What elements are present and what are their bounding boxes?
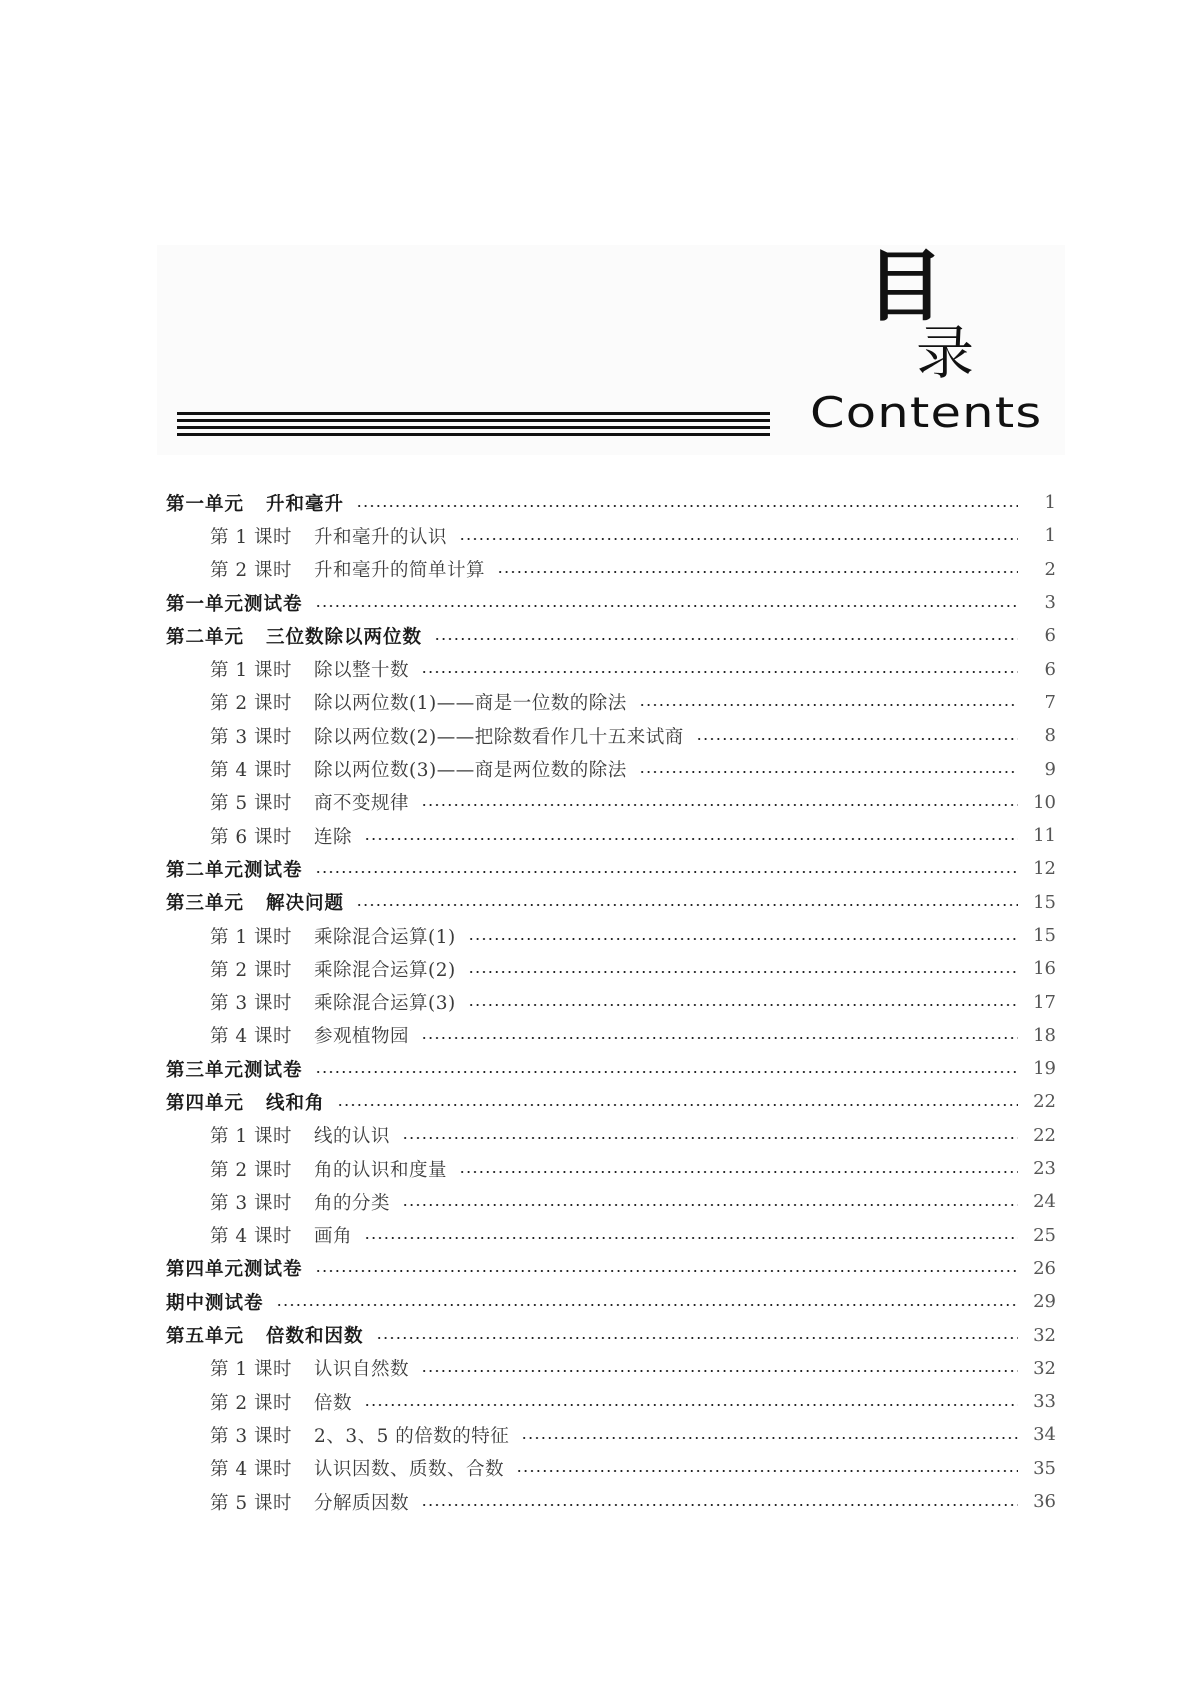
dot-leader bbox=[639, 704, 1018, 706]
toc-entry-title: 解决问题 bbox=[266, 893, 345, 915]
toc-entry-lesson[interactable] bbox=[166, 1352, 1056, 1385]
toc-entry-lesson[interactable] bbox=[166, 1385, 1056, 1418]
toc-entry-prefix: 第 4 课时 bbox=[210, 1026, 293, 1048]
dot-leader bbox=[639, 771, 1018, 773]
toc-entry-label bbox=[166, 1322, 364, 1348]
toc-entry-label bbox=[210, 923, 456, 949]
toc-entry-prefix: 第 1 课时 bbox=[210, 1126, 293, 1148]
toc-entry-prefix: 第 4 课时 bbox=[210, 1226, 293, 1248]
toc-entry-page-number: 22 bbox=[1033, 1124, 1056, 1146]
toc-entry-unit[interactable] bbox=[166, 619, 1056, 652]
toc-entry-prefix: 第二单元 bbox=[166, 626, 245, 648]
toc-entry-lesson[interactable] bbox=[166, 1485, 1056, 1518]
toc-entry-label bbox=[166, 1089, 325, 1115]
toc-entry-prefix: 第 2 课时 bbox=[210, 560, 293, 582]
toc-entry-unit[interactable] bbox=[166, 486, 1056, 519]
toc-entry-title: 期中测试卷 bbox=[166, 1292, 264, 1314]
toc-entry-page-number: 7 bbox=[1044, 691, 1056, 713]
toc-entry-title: 连除 bbox=[314, 826, 353, 848]
toc-entry-unit[interactable] bbox=[166, 852, 1056, 885]
table-of-contents bbox=[166, 486, 1056, 1518]
rule-line bbox=[177, 412, 770, 415]
toc-entry-lesson[interactable] bbox=[166, 819, 1056, 852]
dot-leader bbox=[421, 804, 1018, 806]
toc-entry-label bbox=[210, 1189, 390, 1215]
toc-entry-prefix: 第 3 课时 bbox=[210, 1192, 293, 1214]
toc-entry-page-number: 18 bbox=[1033, 1024, 1056, 1046]
toc-entry-page-number: 2 bbox=[1044, 558, 1056, 580]
toc-entry-lesson[interactable] bbox=[166, 719, 1056, 752]
dot-leader bbox=[315, 605, 1018, 607]
dot-leader bbox=[315, 1270, 1018, 1272]
toc-entry-prefix: 第 3 课时 bbox=[210, 1425, 293, 1447]
toc-entry-label bbox=[210, 1122, 390, 1148]
decorative-rule-lines bbox=[177, 412, 770, 438]
toc-entry-unit[interactable] bbox=[166, 1085, 1056, 1118]
toc-entry-page-number: 26 bbox=[1033, 1257, 1056, 1279]
toc-entry-prefix: 第 2 课时 bbox=[210, 1392, 293, 1414]
toc-entry-unit[interactable] bbox=[166, 886, 1056, 919]
toc-entry-title: 乘除混合运算(1) bbox=[314, 926, 456, 948]
dot-leader bbox=[459, 1171, 1018, 1173]
dot-leader bbox=[356, 904, 1018, 906]
toc-entry-page-number: 19 bbox=[1033, 1058, 1056, 1080]
toc-entry-page-number: 6 bbox=[1044, 658, 1056, 680]
toc-entry-label bbox=[210, 823, 352, 849]
toc-entry-prefix: 第 2 课时 bbox=[210, 959, 293, 981]
dot-leader bbox=[402, 1137, 1018, 1139]
toc-entry-title: 除以整十数 bbox=[314, 660, 410, 682]
dot-leader bbox=[421, 1504, 1018, 1506]
toc-entry-lesson[interactable] bbox=[166, 952, 1056, 985]
toc-entry-label bbox=[210, 656, 409, 682]
toc-entry-label bbox=[166, 1056, 303, 1082]
toc-entry-title: 升和毫升 bbox=[266, 493, 345, 515]
dot-leader bbox=[434, 638, 1018, 640]
toc-entry-page-number: 1 bbox=[1044, 492, 1056, 514]
toc-entry-prefix: 第 1 课时 bbox=[210, 660, 293, 682]
toc-entry-prefix: 第 4 课时 bbox=[210, 1459, 293, 1481]
toc-entry-title: 三位数除以两位数 bbox=[266, 626, 423, 648]
dot-leader bbox=[421, 671, 1018, 673]
rule-line bbox=[177, 426, 770, 429]
dot-leader bbox=[516, 1470, 1018, 1472]
toc-entry-title: 除以两位数(3)——商是两位数的除法 bbox=[314, 760, 627, 782]
toc-entry-lesson[interactable] bbox=[166, 519, 1056, 552]
toc-entry-title: 线的认识 bbox=[314, 1126, 391, 1148]
toc-entry-lesson[interactable] bbox=[166, 1452, 1056, 1485]
toc-entry-title: 认识因数、质数、合数 bbox=[314, 1459, 505, 1481]
toc-entry-title: 倍数和因数 bbox=[266, 1326, 364, 1348]
toc-entry-page-number: 24 bbox=[1033, 1191, 1056, 1213]
toc-entry-unit[interactable] bbox=[166, 1052, 1056, 1085]
toc-entry-title: 角的认识和度量 bbox=[314, 1159, 448, 1181]
toc-entry-title: 商不变规律 bbox=[314, 793, 410, 815]
toc-entry-label bbox=[210, 1389, 352, 1415]
dot-leader bbox=[421, 1370, 1018, 1372]
toc-entry-prefix: 第 1 课时 bbox=[210, 1359, 293, 1381]
toc-entry-prefix: 第四单元 bbox=[166, 1092, 245, 1114]
toc-entry-prefix: 第 4 课时 bbox=[210, 760, 293, 782]
toc-entry-page-number: 10 bbox=[1033, 791, 1056, 813]
toc-entry-title: 升和毫升的简单计算 bbox=[314, 560, 486, 582]
toc-entry-label bbox=[166, 590, 303, 616]
toc-entry-title: 分解质因数 bbox=[314, 1492, 410, 1514]
toc-entry-label bbox=[166, 1289, 264, 1315]
toc-entry-page-number: 16 bbox=[1033, 958, 1056, 980]
dot-leader bbox=[356, 505, 1018, 507]
toc-entry-unit[interactable] bbox=[166, 1285, 1056, 1318]
toc-entry-label bbox=[166, 889, 344, 915]
dot-leader bbox=[364, 1404, 1018, 1406]
toc-entry-page-number: 34 bbox=[1033, 1424, 1056, 1446]
toc-entry-prefix: 第 1 课时 bbox=[210, 926, 293, 948]
toc-entry-lesson[interactable] bbox=[166, 553, 1056, 586]
title-english-contents: Contents bbox=[810, 388, 1043, 437]
toc-entry-page-number: 17 bbox=[1033, 991, 1056, 1013]
dot-leader bbox=[315, 871, 1018, 873]
toc-entry-title: 除以两位数(1)——商是一位数的除法 bbox=[314, 693, 627, 715]
dot-leader bbox=[468, 1004, 1018, 1006]
toc-entry-label bbox=[210, 1355, 409, 1381]
toc-entry-prefix: 第三单元 bbox=[166, 893, 245, 915]
toc-entry-title: 参观植物园 bbox=[314, 1026, 410, 1048]
toc-entry-lesson[interactable] bbox=[166, 652, 1056, 685]
toc-entry-label bbox=[166, 623, 422, 649]
toc-entry-label bbox=[210, 756, 627, 782]
toc-entry-prefix: 第 5 课时 bbox=[210, 1492, 293, 1514]
toc-entry-page-number: 36 bbox=[1033, 1491, 1056, 1513]
toc-entry-lesson[interactable] bbox=[166, 752, 1056, 785]
toc-entry-label bbox=[166, 1255, 303, 1281]
toc-entry-label bbox=[166, 490, 344, 516]
toc-entry-page-number: 15 bbox=[1033, 891, 1056, 913]
dot-leader bbox=[376, 1337, 1018, 1339]
toc-entry-title: 第一单元测试卷 bbox=[166, 593, 303, 615]
toc-entry-title: 线和角 bbox=[266, 1092, 325, 1114]
toc-entry-prefix: 第 6 课时 bbox=[210, 826, 293, 848]
toc-entry-lesson[interactable] bbox=[166, 919, 1056, 952]
toc-entry-prefix: 第 2 课时 bbox=[210, 693, 293, 715]
toc-entry-label bbox=[210, 523, 447, 549]
toc-entry-unit[interactable] bbox=[166, 1252, 1056, 1285]
rule-line bbox=[177, 433, 770, 436]
toc-entry-page-number: 1 bbox=[1044, 525, 1056, 547]
toc-entry-lesson[interactable] bbox=[166, 1418, 1056, 1451]
toc-entry-unit[interactable] bbox=[166, 1318, 1056, 1351]
toc-entry-lesson[interactable] bbox=[166, 985, 1056, 1018]
toc-entry-title: 升和毫升的认识 bbox=[314, 526, 448, 548]
toc-entry-lesson[interactable] bbox=[166, 786, 1056, 819]
toc-entry-page-number: 32 bbox=[1033, 1324, 1056, 1346]
dot-leader bbox=[459, 538, 1018, 540]
title-chinese-mu: 目 bbox=[866, 242, 945, 332]
toc-entry-title: 乘除混合运算(2) bbox=[314, 959, 456, 981]
dot-leader bbox=[497, 571, 1018, 573]
toc-entry-prefix: 第 2 课时 bbox=[210, 1159, 293, 1181]
toc-entry-lesson[interactable] bbox=[166, 1119, 1056, 1152]
rule-line bbox=[177, 419, 770, 422]
toc-entry-label bbox=[210, 989, 456, 1015]
toc-entry-label bbox=[210, 1489, 409, 1515]
dot-leader bbox=[468, 971, 1018, 973]
toc-entry-label bbox=[166, 856, 303, 882]
dot-leader bbox=[421, 1037, 1018, 1039]
toc-entry-page-number: 15 bbox=[1033, 925, 1056, 946]
toc-entry-page-number: 29 bbox=[1033, 1291, 1056, 1313]
toc-entry-title: 倍数 bbox=[314, 1392, 353, 1414]
dot-leader bbox=[696, 738, 1018, 740]
toc-entry-page-number: 23 bbox=[1033, 1158, 1056, 1180]
dot-leader bbox=[364, 838, 1018, 840]
toc-entry-title: 除以两位数(2)——把除数看作几十五来试商 bbox=[314, 726, 684, 748]
toc-entry-page-number: 32 bbox=[1033, 1357, 1056, 1379]
toc-entry-prefix: 第一单元 bbox=[166, 493, 245, 515]
toc-entry-lesson[interactable] bbox=[166, 1152, 1056, 1185]
toc-entry-page-number: 12 bbox=[1033, 858, 1056, 880]
toc-entry-prefix: 第五单元 bbox=[166, 1326, 245, 1348]
toc-entry-label bbox=[210, 789, 409, 815]
toc-entry-page-number: 11 bbox=[1033, 825, 1056, 847]
toc-entry-label bbox=[210, 1455, 504, 1481]
toc-entry-lesson[interactable] bbox=[166, 1019, 1056, 1052]
toc-entry-page-number: 22 bbox=[1033, 1091, 1056, 1113]
toc-entry-title: 第三单元测试卷 bbox=[166, 1059, 303, 1081]
toc-entry-lesson[interactable] bbox=[166, 1185, 1056, 1218]
toc-entry-prefix: 第 5 课时 bbox=[210, 793, 293, 815]
dot-leader bbox=[364, 1237, 1018, 1239]
toc-entry-prefix: 第 1 课时 bbox=[210, 526, 293, 548]
toc-entry-label bbox=[210, 1022, 409, 1048]
toc-entry-title: 角的分类 bbox=[314, 1192, 391, 1214]
toc-entry-label bbox=[210, 1422, 509, 1448]
toc-entry-page-number: 6 bbox=[1044, 625, 1056, 647]
toc-entry-label bbox=[210, 1156, 447, 1182]
toc-entry-page-number: 3 bbox=[1044, 592, 1056, 614]
toc-entry-title: 画角 bbox=[314, 1226, 353, 1248]
toc-entry-label bbox=[210, 956, 456, 982]
toc-entry-label bbox=[210, 556, 485, 582]
toc-entry-label bbox=[210, 689, 627, 715]
toc-entry-title: 2、3、5 的倍数的特征 bbox=[314, 1425, 510, 1447]
toc-entry-label bbox=[210, 1222, 352, 1248]
toc-entry-title: 第四单元测试卷 bbox=[166, 1259, 303, 1281]
dot-leader bbox=[276, 1304, 1018, 1306]
dot-leader bbox=[315, 1071, 1018, 1073]
toc-entry-label bbox=[210, 723, 684, 749]
dot-leader bbox=[468, 938, 1018, 940]
title-chinese-lu: 录 bbox=[916, 319, 975, 387]
toc-entry-page-number: 25 bbox=[1033, 1224, 1056, 1246]
toc-entry-title: 认识自然数 bbox=[314, 1359, 410, 1381]
toc-entry-lesson[interactable] bbox=[166, 1219, 1056, 1252]
dot-leader bbox=[402, 1204, 1018, 1206]
toc-entry-prefix: 第 3 课时 bbox=[210, 726, 293, 748]
toc-entry-page-number: 9 bbox=[1044, 758, 1056, 780]
toc-entry-lesson[interactable] bbox=[166, 686, 1056, 719]
toc-entry-unit[interactable] bbox=[166, 586, 1056, 619]
toc-entry-prefix: 第 3 课时 bbox=[210, 993, 293, 1015]
toc-entry-page-number: 35 bbox=[1033, 1457, 1056, 1479]
dot-leader bbox=[337, 1104, 1018, 1106]
toc-entry-title: 第二单元测试卷 bbox=[166, 859, 303, 881]
toc-entry-title: 乘除混合运算(3) bbox=[314, 993, 456, 1015]
toc-entry-page-number: 33 bbox=[1033, 1391, 1056, 1413]
toc-entry-page-number: 8 bbox=[1044, 725, 1056, 747]
dot-leader bbox=[521, 1437, 1018, 1439]
